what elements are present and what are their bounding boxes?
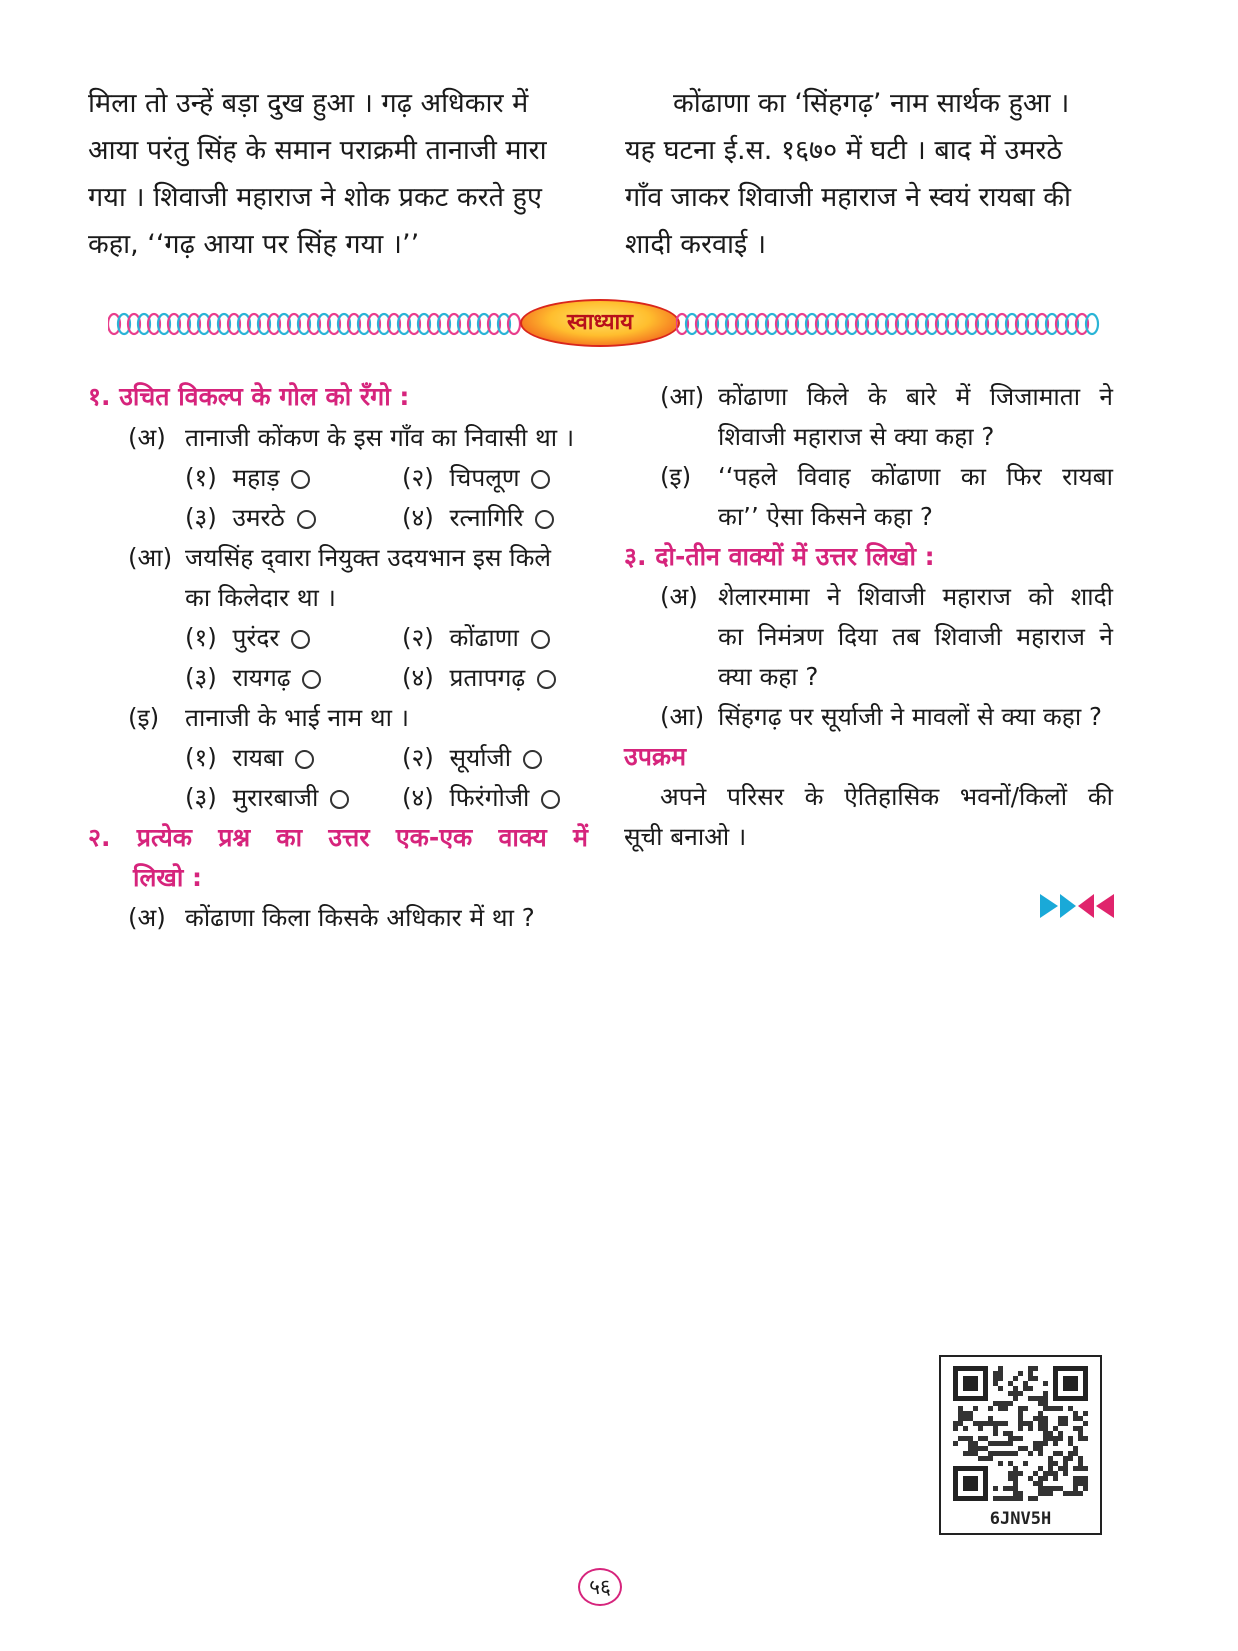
section-1-heading: १. उचित विकल्प के गोल को रँगो : [88, 382, 410, 411]
option-label: उमरठे [232, 503, 285, 532]
s1-q-i-option-3[interactable] [185, 778, 349, 818]
banner-chain-left [108, 311, 526, 337]
s2-q-a-text: कोंढाणा किला किसके अधिकार में था ? [185, 903, 535, 932]
option-label: रायबा [232, 743, 284, 772]
option-label: प्रतापगढ़ [449, 663, 526, 692]
option-label: चिपलूण [449, 463, 520, 492]
section-2-heading-line-2: लिखो : [133, 863, 203, 892]
top-right-line-1: कोंढाणा का ‘सिंहगढ़’ नाम सार्थक हुआ । [673, 88, 1070, 119]
s2-q-aa-text-2: शिवाजी महाराज से क्या कहा ? [718, 422, 995, 451]
option-circle-icon[interactable] [541, 790, 560, 809]
option-number: (३) [185, 663, 217, 692]
option-label: सूर्याजी [449, 743, 512, 772]
s2-q-i-label: (इ) [660, 462, 692, 491]
option-circle-icon[interactable] [531, 470, 550, 489]
s2-q-aa-text-1: कोंढाणा किले के बारे में जिजामाता ने [718, 382, 1113, 411]
s1-q-i-text: तानाजी के भाई नाम था । [185, 703, 410, 732]
option-label: रत्नागिरि [449, 503, 524, 532]
top-left-line-3: गया । शिवाजी महाराज ने शोक प्रकट करते हुए [88, 182, 542, 213]
option-number: (२) [402, 463, 434, 492]
s1-q-aa-option-3[interactable] [185, 658, 321, 698]
s1-q-aa-option-4[interactable] [402, 658, 556, 698]
s3-q-a-text-2: का निमंत्रण दिया तब शिवाजी महाराज ने [718, 622, 1113, 651]
s3-q-a-text-3: क्या कहा ? [718, 662, 819, 691]
s1-q-i-option-4[interactable] [402, 778, 560, 818]
option-label: फिरंगोजी [449, 783, 530, 812]
section-3-heading: ३. दो-तीन वाक्यों में उत्तर लिखो : [624, 542, 935, 571]
banner-badge: स्वाध्याय [520, 299, 680, 347]
s1-q-i-option-2[interactable] [402, 738, 542, 778]
option-circle-icon[interactable] [535, 510, 554, 529]
activity-text-1: अपने परिसर के ऐतिहासिक भवनों/किलों की [660, 782, 1113, 811]
option-circle-icon[interactable] [297, 510, 316, 529]
activity-text-2: सूची बनाओ । [624, 822, 747, 851]
s1-q-a-option-4[interactable] [402, 498, 554, 538]
option-number: (४) [402, 503, 434, 532]
activity-heading: उपक्रम [624, 742, 687, 771]
s1-q-aa-option-2[interactable] [402, 618, 550, 658]
option-circle-icon[interactable] [330, 790, 349, 809]
s1-q-a-option-2[interactable] [402, 458, 550, 498]
top-right-line-3: गाँव जाकर शिवाजी महाराज ने स्वयं रायबा की [625, 182, 1072, 213]
s1-q-i-option-1[interactable] [185, 738, 314, 778]
option-number: (४) [402, 783, 434, 812]
section-2-heading [88, 818, 588, 898]
s2-q-i-text-1: ‘‘पहले विवाह कोंढाणा का फिर रायबा [718, 462, 1113, 491]
option-number: (१) [185, 463, 217, 492]
s1-q-a-text: तानाजी कोंकण के इस गाँव का निवासी था । [185, 423, 575, 452]
option-label: रायगढ़ [232, 663, 291, 692]
s2-q-a-label: (अ) [128, 903, 166, 932]
option-number: (३) [185, 783, 217, 812]
top-left-line-4: कहा, ‘‘गढ़ आया पर सिंह गया ।’’ [88, 229, 420, 260]
top-right-line-4: शादी करवाई । [625, 229, 767, 260]
s2-q-aa-label: (आ) [660, 382, 705, 411]
s1-q-aa-label: (आ) [128, 543, 173, 572]
page-number: ५६ [578, 1568, 622, 1606]
s1-q-a-label: (अ) [128, 423, 166, 452]
s3-q-aa-text: सिंहगढ़ पर सूर्याजी ने मावलों से क्या कहा ? [718, 702, 1102, 731]
qr-code-icon [953, 1366, 1088, 1501]
option-label: महाड़ [232, 463, 280, 492]
option-circle-icon[interactable] [302, 670, 321, 689]
section-2-heading-line-1: २. प्रत्येक प्रश्न का उत्तर एक-एक वाक्य में [88, 823, 588, 852]
s2-q-i-text-2: का’’ ऐसा किसने कहा ? [718, 502, 933, 531]
option-number: (२) [402, 623, 434, 652]
end-ornament-icon [1040, 893, 1115, 919]
s1-q-a-option-1[interactable] [185, 458, 310, 498]
s1-q-i-label: (इ) [128, 703, 160, 732]
s3-q-a-text-1: शेलारमामा ने शिवाजी महाराज को शादी [718, 582, 1113, 611]
option-number: (१) [185, 623, 217, 652]
s3-q-aa-label: (आ) [660, 702, 705, 731]
option-circle-icon[interactable] [295, 750, 314, 769]
option-number: (१) [185, 743, 217, 772]
top-left-line-2: आया परंतु सिंह के समान पराक्रमी तानाजी मारा [88, 135, 547, 166]
s1-q-aa-text-1: जयसिंह द्‌वारा नियुक्त उदयभान इस किले [185, 543, 552, 572]
option-circle-icon[interactable] [291, 470, 310, 489]
option-circle-icon[interactable] [531, 630, 550, 649]
s1-q-aa-text-2: का किलेदार था । [185, 583, 336, 612]
option-number: (३) [185, 503, 217, 532]
option-circle-icon[interactable] [523, 750, 542, 769]
qr-code-text: 6JNV5H [989, 1509, 1052, 1529]
top-left-column [88, 80, 588, 268]
option-label: कोंढाणा [449, 623, 519, 652]
option-label: पुरंदर [232, 623, 280, 652]
option-circle-icon[interactable] [537, 670, 556, 689]
banner-chain-right [676, 311, 1106, 337]
s3-q-a-label: (अ) [660, 582, 698, 611]
top-left-line-1: मिला तो उन्हें बड़ा दुख हुआ । गढ़ अधिकार में [88, 88, 529, 119]
s1-q-aa-option-1[interactable] [185, 618, 310, 658]
s1-q-a-option-3[interactable] [185, 498, 316, 538]
option-circle-icon[interactable] [291, 630, 310, 649]
top-right-column [625, 80, 1125, 268]
option-number: (२) [402, 743, 434, 772]
option-label: मुरारबाजी [232, 783, 319, 812]
option-number: (४) [402, 663, 434, 692]
top-right-line-2: यह घटना ई.स. १६७० में घटी । बाद में उमरठे [625, 135, 1063, 166]
